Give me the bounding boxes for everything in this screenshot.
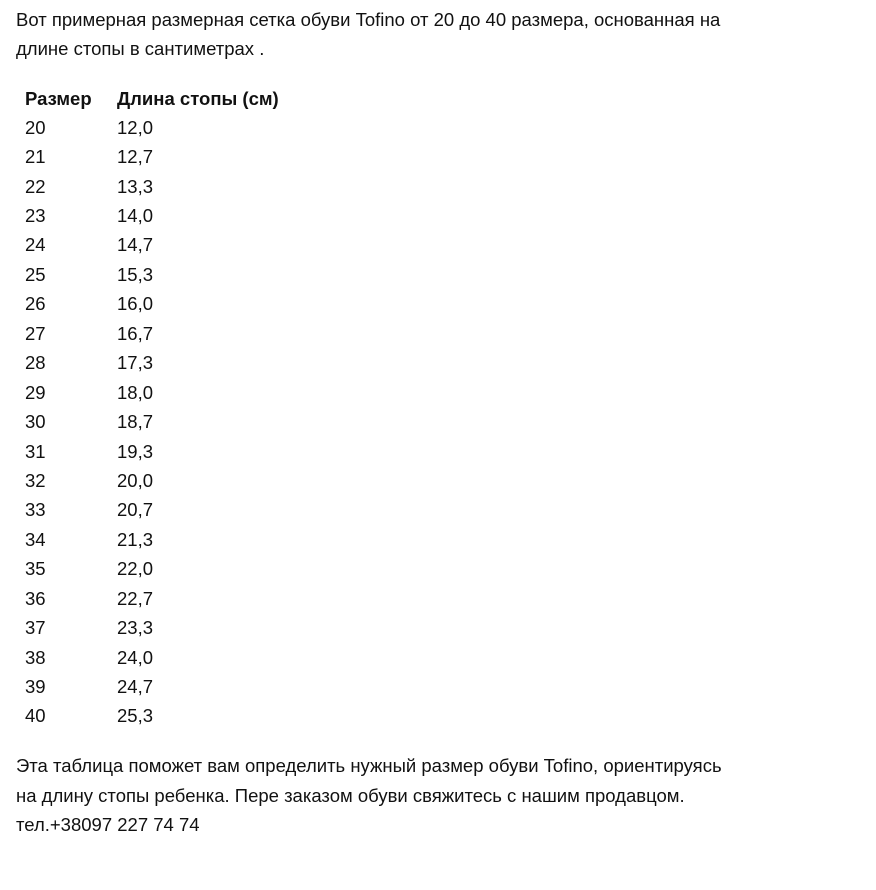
foot-length-cell: 13,3 (117, 175, 154, 197)
table-row (16, 231, 288, 260)
foot-length-cell: 12,7 (117, 146, 154, 168)
intro-line-2: длине стопы в сантиметрах . (16, 38, 265, 59)
table-row (16, 172, 288, 201)
table-row (16, 466, 288, 495)
size-cell: 22 (25, 175, 46, 197)
size-cell: 38 (25, 646, 46, 668)
foot-length-cell: 15,3 (117, 263, 154, 285)
phone-line: тел.+38097 227 74 74 (16, 814, 200, 835)
table-row (16, 142, 288, 171)
table-row (16, 613, 288, 642)
size-cell: 35 (25, 558, 46, 580)
size-cell: 32 (25, 469, 46, 491)
size-chart-body (16, 113, 288, 731)
table-row (16, 407, 288, 436)
table-row (16, 496, 288, 525)
size-cell: 27 (25, 322, 46, 344)
size-cell: 31 (25, 440, 46, 462)
foot-length-cell: 23,3 (117, 617, 154, 639)
foot-length-cell: 18,7 (117, 411, 154, 433)
size-cell: 36 (25, 587, 46, 609)
size-cell: 37 (25, 617, 46, 639)
size-cell: 28 (25, 352, 46, 374)
size-cell: 21 (25, 146, 46, 168)
table-row (16, 525, 288, 554)
size-chart-table (16, 84, 288, 731)
size-cell: 25 (25, 263, 46, 285)
intro-line-1: Вот примерная размерная сетка обуви Tofino от 20 до 40 размера, основанная на (16, 9, 721, 30)
table-row (16, 378, 288, 407)
size-cell: 26 (25, 293, 46, 315)
foot-length-cell: 22,7 (117, 587, 154, 609)
size-cell: 24 (25, 234, 46, 256)
foot-length-cell: 20,7 (117, 499, 154, 521)
table-row (16, 702, 288, 731)
table-row (16, 201, 288, 230)
size-cell: 30 (25, 411, 46, 433)
header-size: Размер (25, 87, 92, 109)
foot-length-cell: 16,0 (117, 293, 154, 315)
size-cell: 20 (25, 116, 46, 138)
table-row (16, 555, 288, 584)
foot-length-cell: 14,0 (117, 205, 154, 227)
foot-length-cell: 18,0 (117, 381, 154, 403)
foot-length-cell: 24,7 (117, 676, 154, 698)
header-foot-length: Длина стопы (см) (117, 87, 279, 109)
size-cell: 34 (25, 528, 46, 550)
table-header-row (16, 84, 288, 113)
table-row (16, 319, 288, 348)
foot-length-cell: 14,7 (117, 234, 154, 256)
foot-length-cell: 19,3 (117, 440, 154, 462)
table-row (16, 349, 288, 378)
table-row (16, 437, 288, 466)
foot-length-cell: 21,3 (117, 528, 154, 550)
foot-length-cell: 22,0 (117, 558, 154, 580)
intro-paragraph (16, 5, 856, 63)
foot-length-cell: 25,3 (117, 705, 154, 727)
table-row (16, 584, 288, 613)
table-row (16, 260, 288, 289)
foot-length-cell: 20,0 (117, 469, 154, 491)
size-cell: 23 (25, 205, 46, 227)
size-cell: 29 (25, 381, 46, 403)
size-cell: 39 (25, 676, 46, 698)
outro-paragraph (16, 751, 866, 840)
table-row (16, 290, 288, 319)
outro-line-1: Эта таблица поможет вам определить нужный размер обуви Tofino, ориентируясь (16, 755, 722, 776)
size-cell: 33 (25, 499, 46, 521)
foot-length-cell: 16,7 (117, 322, 154, 344)
foot-length-cell: 17,3 (117, 352, 154, 374)
size-cell: 40 (25, 705, 46, 727)
foot-length-cell: 24,0 (117, 646, 154, 668)
foot-length-cell: 12,0 (117, 116, 154, 138)
table-row (16, 643, 288, 672)
outro-line-2: на длину стопы ребенка. Пере заказом обуви свяжитесь с нашим продавцом. (16, 784, 685, 806)
table-row (16, 113, 288, 142)
table-row (16, 672, 288, 701)
